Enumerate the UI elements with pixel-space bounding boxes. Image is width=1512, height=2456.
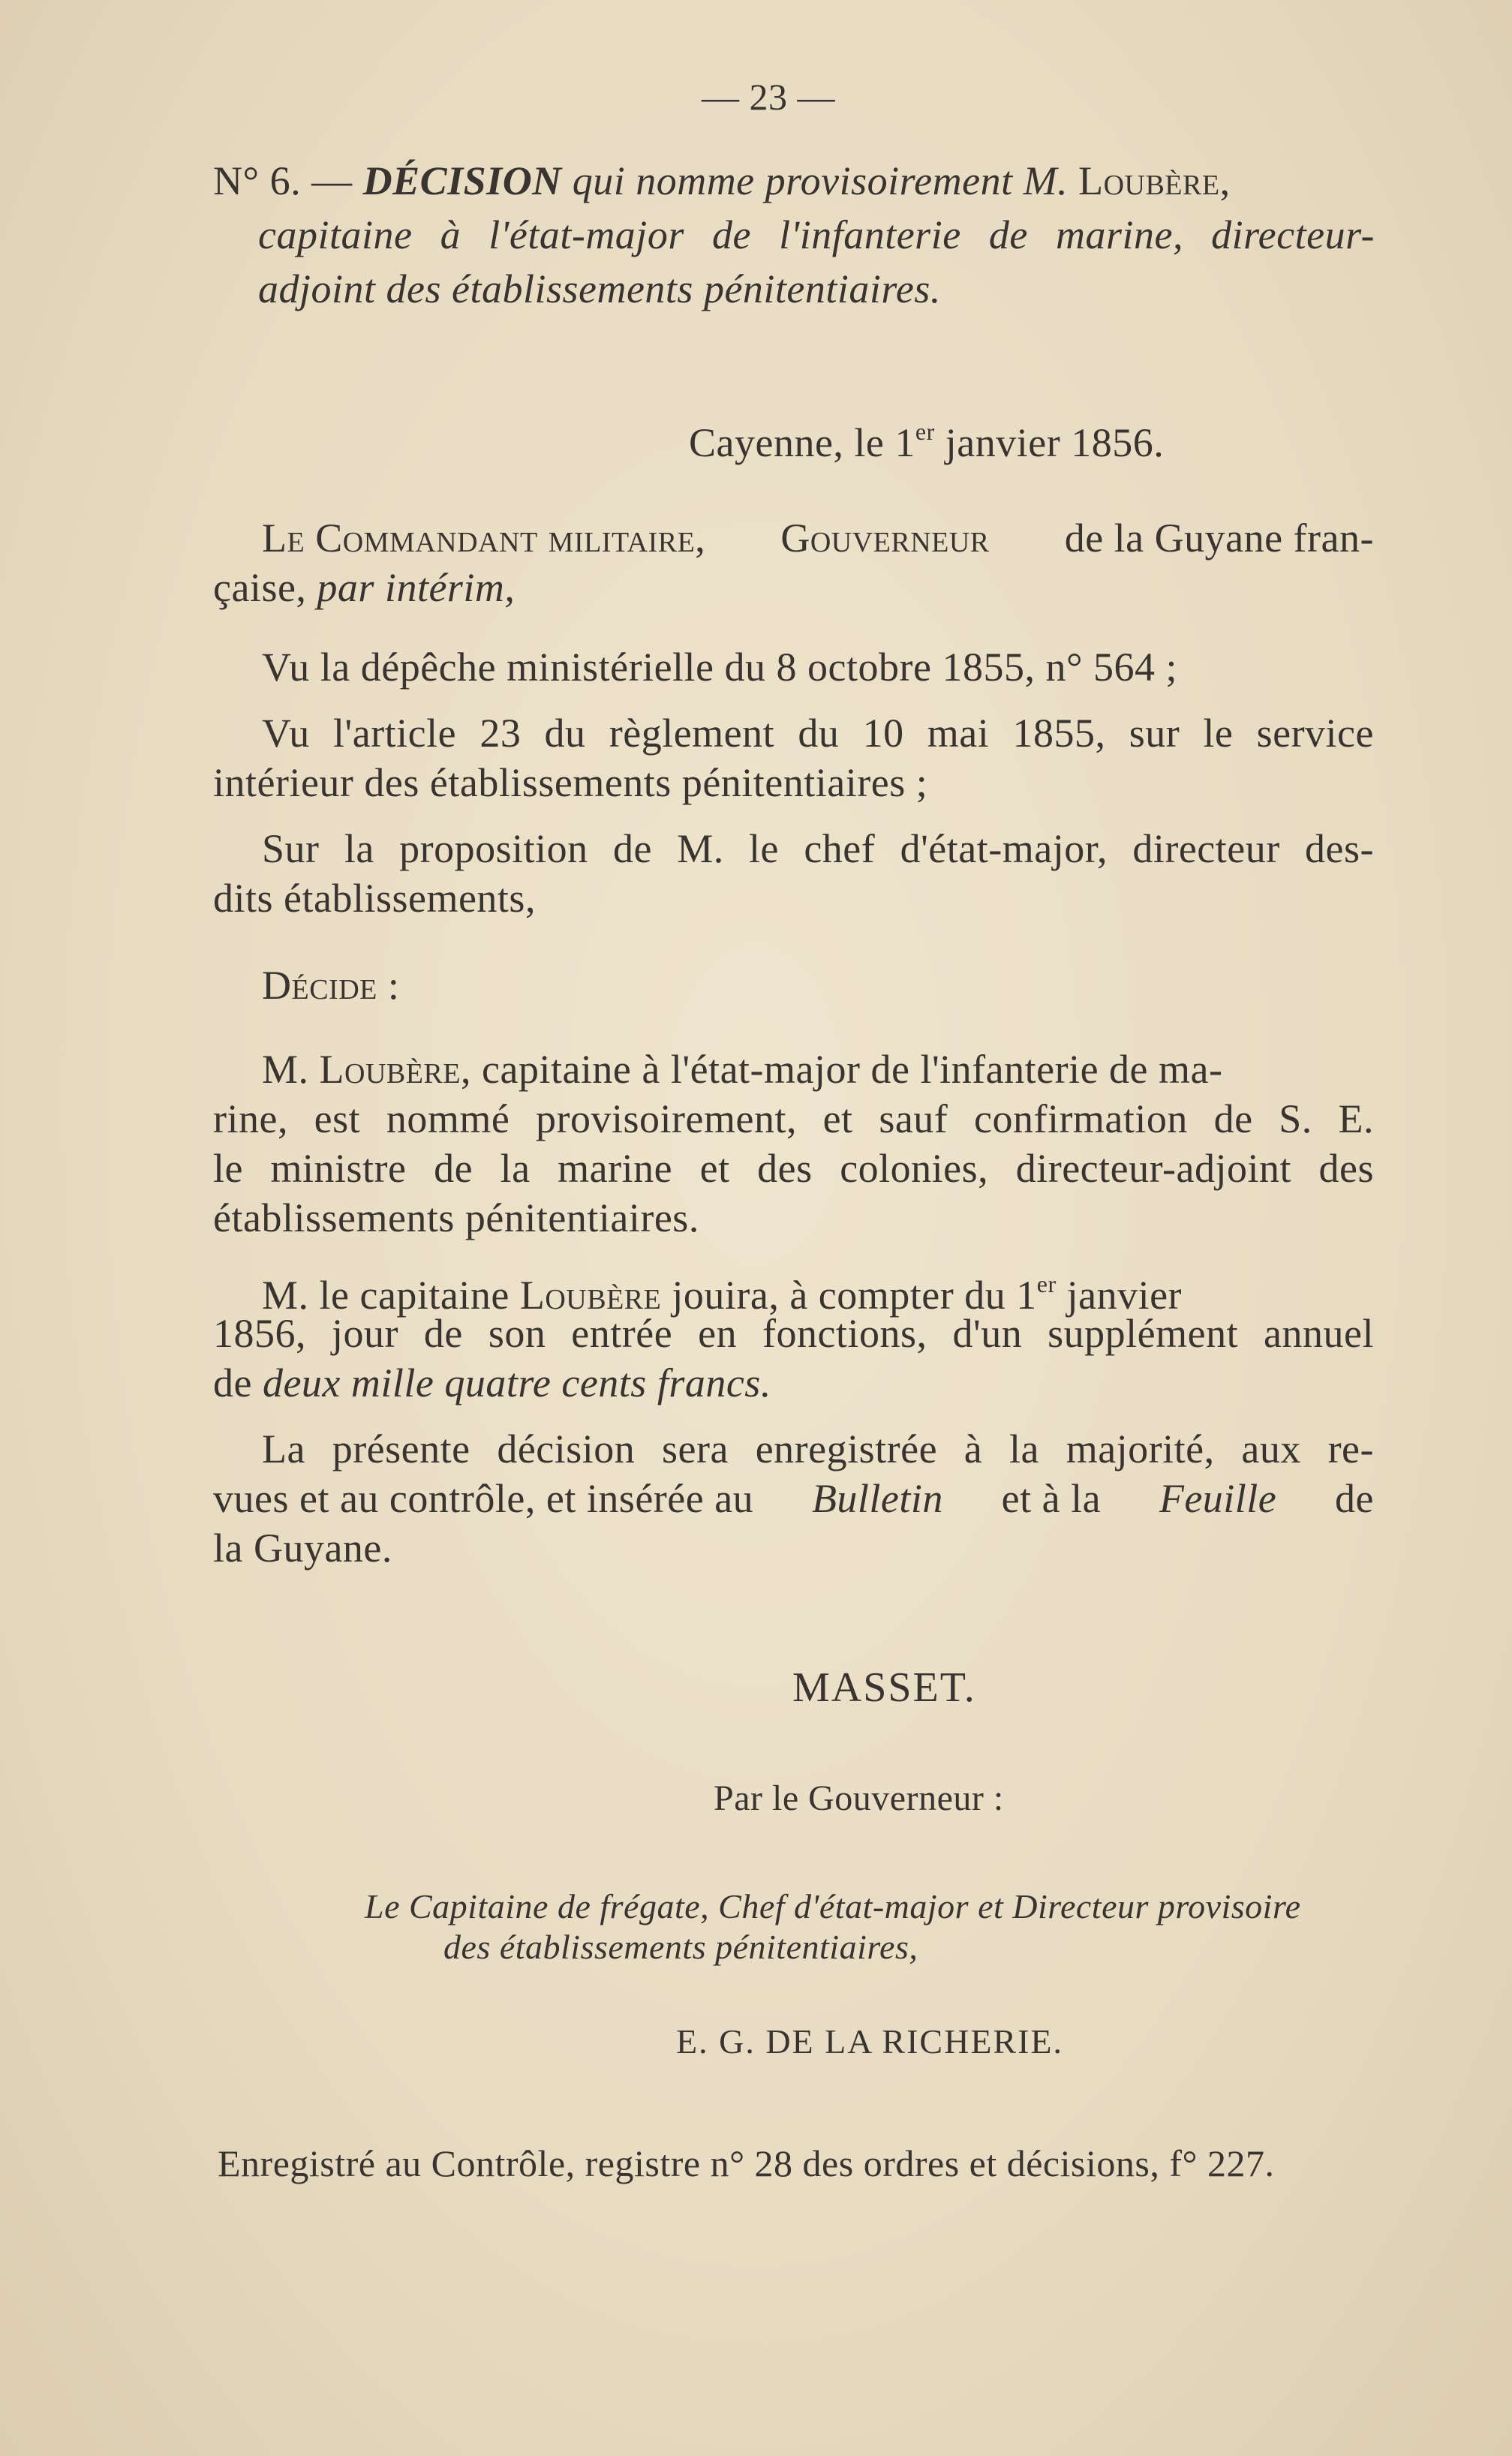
- p2-amount: deux mille quatre cents francs.: [262, 1360, 771, 1405]
- p3-line2: [213, 1475, 1374, 1522]
- preamble-line2: [213, 564, 515, 611]
- p3-line2-a: vues et au contrôle, et insérée au: [213, 1476, 754, 1521]
- decision-heading-line3: adjoint des établissements pénitentiaires.: [258, 266, 941, 311]
- decision-number: N° 6.: [213, 158, 302, 203]
- preamble-line2-a: çaise,: [213, 565, 307, 610]
- heading-name: Loubère,: [1078, 158, 1231, 203]
- p1-line3: le ministre de la marine et des colonies, directeur-adjoint des: [213, 1146, 1374, 1191]
- place-date: [689, 408, 1164, 466]
- place-date-suffix: janvier 1856.: [934, 420, 1165, 465]
- p1-m: M.: [262, 1047, 309, 1092]
- decide-heading: Décide :: [262, 963, 400, 1008]
- p1-line4: établissements pénitentiaires.: [213, 1195, 699, 1240]
- vu-paragraph-2-line1: Vu l'article 23 du règlement du 10 mai 1855, sur le service: [262, 711, 1374, 756]
- sur-paragraph-line1: Sur la proposition de M. le chef d'état-major, directeur des-: [262, 826, 1374, 871]
- par-interim: par intérim,: [317, 565, 516, 610]
- chief-of-staff-line2: des établissements pénitentiaires,: [443, 1928, 918, 1966]
- p3-line1: La présente décision sera enregistrée à la majorité, aux re-: [262, 1426, 1374, 1471]
- p2-line1-c: janvier: [1056, 1273, 1183, 1318]
- p3-line2-c: et à la: [1001, 1476, 1102, 1521]
- preamble-line1: [262, 515, 1374, 561]
- p1-line1-rest: , capitaine à l'état-major de l'infanterie de ma-: [461, 1047, 1223, 1092]
- gouverneur-title: Gouverneur: [780, 516, 990, 561]
- p2-line3: [213, 1360, 771, 1406]
- p1-line1: [262, 1046, 1374, 1093]
- heading-dash: —: [311, 158, 353, 203]
- p1-name: Loubère: [319, 1047, 461, 1092]
- place-date-sup: er: [915, 418, 935, 445]
- p2-name: Loubère: [519, 1273, 662, 1318]
- place-date-prefix: Cayenne, le 1: [689, 420, 915, 465]
- p2-line1-a: M. le capitaine: [262, 1273, 510, 1318]
- registration-note: Enregistré au Contrôle, registre n° 28 des ordres et décisions, f° 227.: [218, 2142, 1275, 2184]
- p2-line3-a: de: [213, 1360, 252, 1405]
- heading-line1-rest: qui nomme provisoirement M.: [572, 158, 1069, 203]
- vu-paragraph-1: Vu la dépêche ministérielle du 8 octobre 1855, n° 564 ;: [262, 645, 1178, 690]
- feuille-title: Feuille: [1159, 1476, 1277, 1521]
- p3-line2-e: de: [1335, 1476, 1374, 1521]
- commandant-title: Le Commandant militaire,: [262, 516, 706, 561]
- bulletin-title: Bulletin: [811, 1476, 943, 1521]
- chief-of-staff-line1: Le Capitaine de frégate, Chef d'état-major et Directeur provisoire: [365, 1887, 1301, 1925]
- decision-heading-line1: [213, 158, 1375, 204]
- p3-line3: la Guyane.: [213, 1526, 392, 1571]
- sur-paragraph-line2: dits établissements,: [213, 876, 536, 921]
- decision-word: DÉCISION: [362, 158, 562, 203]
- chief-of-staff-name: E. G. DE LA RICHERIE.: [676, 2022, 1064, 2061]
- signature-masset: MASSET.: [792, 1664, 976, 1711]
- par-le-gouverneur: Par le Gouverneur :: [714, 1778, 1004, 1818]
- preamble-line1-rest: de la Guyane fran-: [1064, 516, 1374, 561]
- p2-line2: 1856, jour de son entrée en fonctions, d'un supplément annuel: [213, 1311, 1374, 1356]
- decision-heading-line2: capitaine à l'état-major de l'infanterie de marine, directeur-: [258, 212, 1375, 257]
- page-number: — 23 —: [702, 76, 835, 118]
- p2-line1-sup: er: [1036, 1270, 1057, 1297]
- p1-line2: rine, est nommé provisoirement, et sauf confirmation de S. E.: [213, 1096, 1374, 1141]
- vu-paragraph-2-line2: intérieur des établissements pénitentiaires ;: [213, 760, 928, 805]
- p2-line1-b: jouira, à compter du 1: [661, 1273, 1037, 1318]
